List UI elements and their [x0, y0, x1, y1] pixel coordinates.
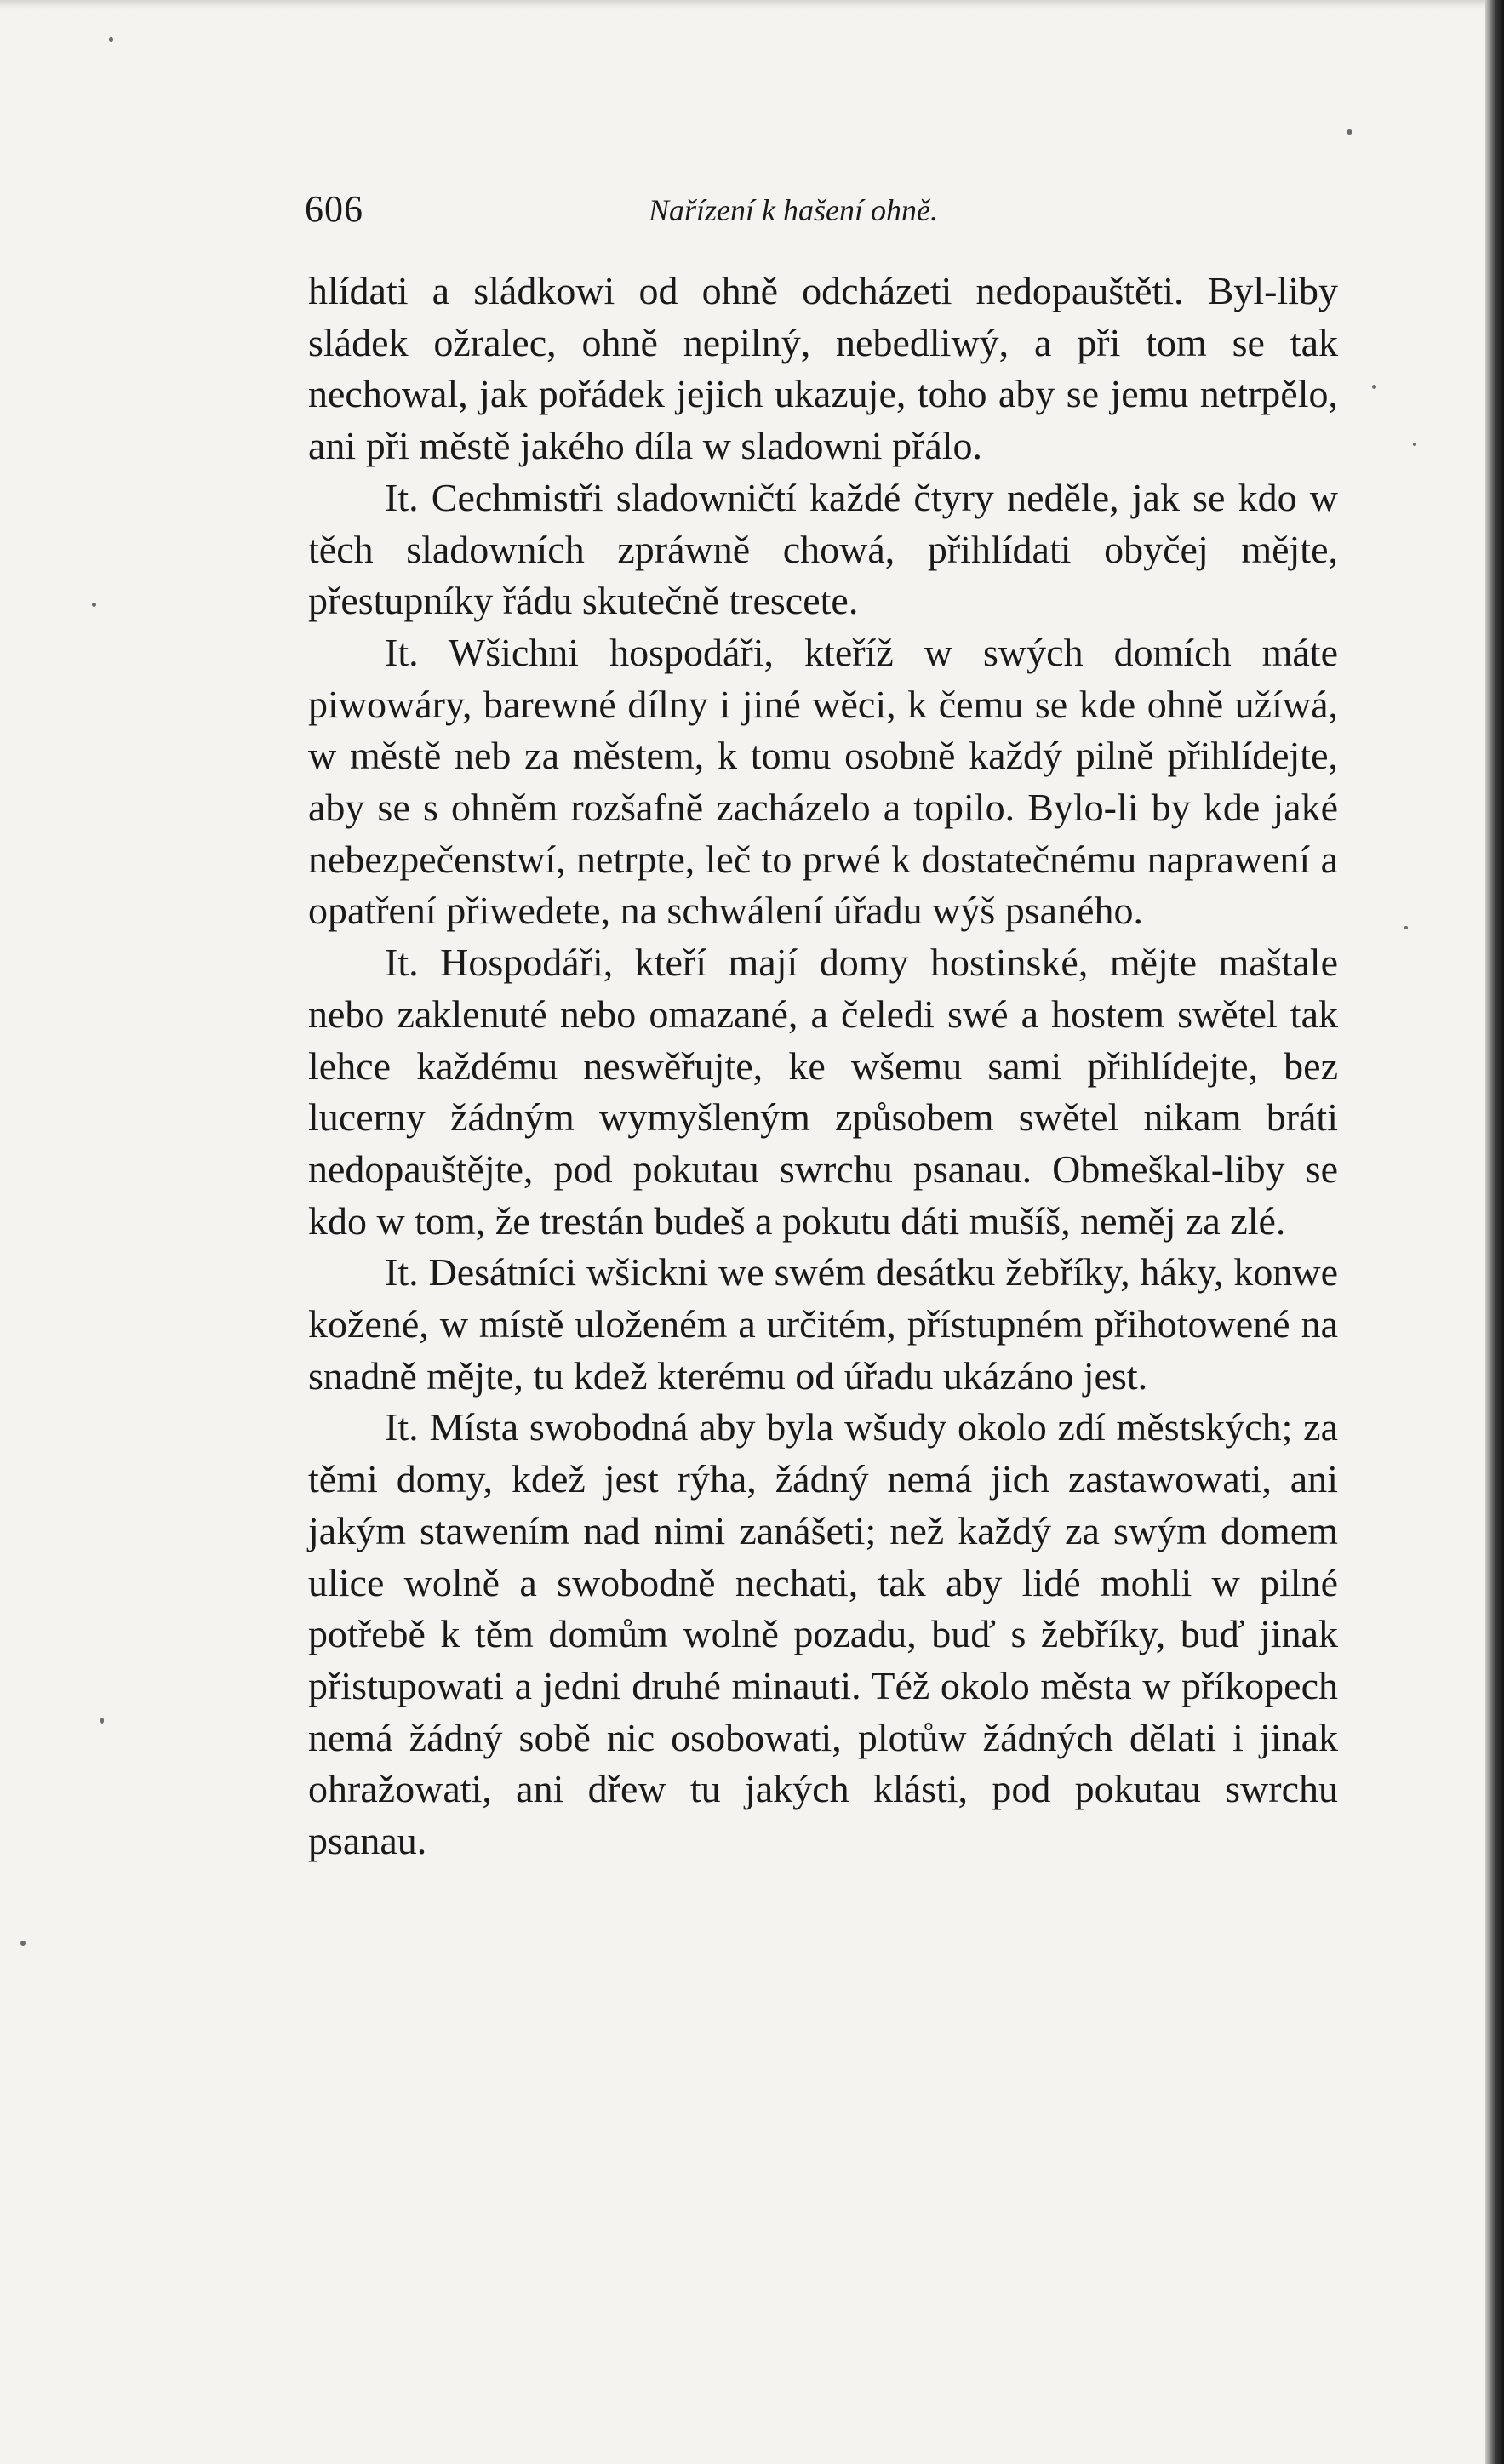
scan-speck — [100, 1718, 104, 1724]
scan-speck — [109, 37, 113, 42]
paragraph-desatnici: It. Desátníci wšickni we swém desátku žebříky, háky, konwe kožené, w místě uloženém a určitém, přístupném přihotowené na snadně mějte, tu kdež kterému od úřadu ukázáno jest. — [308, 1250, 1338, 1398]
scan-speck — [20, 1941, 26, 1946]
paragraph-mista-swobodna: It. Místa swobodná aby byla wšudy okolo zdí městských; za těmi domy, kdež jest rýha, žádný nemá jich zastawowati, ani jakým stawením nad nimi zanášeti; než každý za swým domem ulice wolně a swobodně nechati, tak aby lidé mohli w pilné potřebě k těm domům wolně pozadu, buď s žebříky, buď jinak přistupowati a jedni druhé minauti. Též okolo města w příkopech nemá žádný sobě nic osobowati, plotůw žádných dělati i jinak ohražowati, ani dřew tu jakých klásti, pod pokutau swrchu psanau. — [308, 1405, 1338, 1863]
scan-speck — [1347, 129, 1352, 135]
scan-top-shadow — [0, 0, 1504, 9]
scan-speck — [1372, 385, 1376, 389]
paragraph-hospodari-hostinske: It. Hospodáři, kteří mají domy hostinské, mějte maštale nebo zaklenuté nebo omazané, a čeledi swé a hostem swětel tak lehce každému neswěřujte, ke wšemu sami přihlídejte, bez lucerny žádným wymyšleným způsobem swětel nikam bráti nedopauštějte, pod pokutau swrchu psanau. Obmeškal-liby se kdo w tom, že trestán budeš a pokutu dáti mušíš, neměj za zlé. — [308, 940, 1338, 1243]
paragraph-hospodari-piwowary: It. Wšichni hospodáři, kteříž w swých domích máte piwowáry, barewné dílny i jiné wěci, k čemu se kde ohně užíwá, w městě neb za městem, k tomu osobně každý pilně přihlídejte, aby se s ohněm rozšafně zacházelo a topilo. Bylo-li by kde jaké nebezpečenstwí, netrpte, leč to prwé k dostatečnému naprawení a opatření přiwedete, na schwálení úřadu wýš psaného. — [308, 630, 1338, 933]
page-number: 606 — [305, 188, 363, 230]
running-title: Nařízení k hašení ohně. — [649, 193, 938, 227]
paragraph-cechmistri: It. Cechmistři sladowničtí každé čtyry neděle, jak se kdo w těch sladowních zpráwně chowá, přihlídati obyčej mějte, přestupníky řádu skutečně trescete. — [308, 475, 1338, 623]
paragraph-continuation: hlídati a sládkowi od ohně odcházeti nedopauštěti. Byl-liby sládek ožralec, ohně nepilný, nebedliwý, a při tom se tak nechowal, jak pořádek jejich ukazuje, toho aby se jemu netrpělo, ani při městě jakého díla w sladowni přálo. — [308, 269, 1338, 468]
scan-speck — [1404, 926, 1408, 929]
page-content — [305, 187, 1338, 1867]
page-header — [305, 187, 1338, 242]
scan-right-edge — [1485, 0, 1504, 2464]
scan-speck — [1413, 443, 1416, 446]
scan-speck — [92, 603, 96, 607]
